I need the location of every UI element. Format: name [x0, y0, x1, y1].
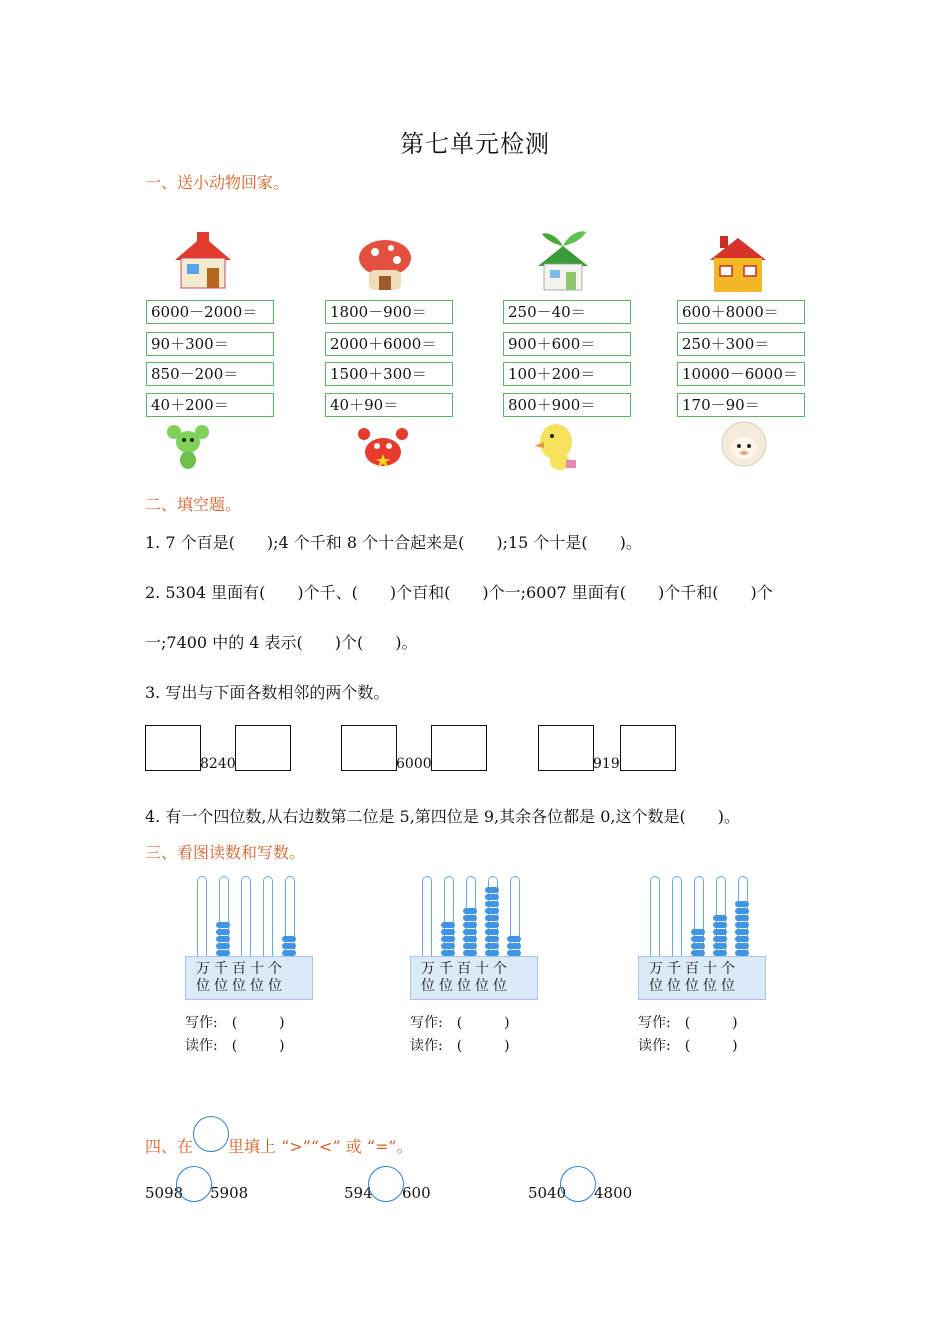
abacus-rod — [650, 876, 660, 957]
compare-left-2: 594 — [344, 1184, 373, 1202]
write-answer[interactable]: 写作: ( ) — [185, 1015, 285, 1031]
abacus-bead — [485, 887, 499, 893]
section-4-heading-pre: 四、在 — [145, 1137, 194, 1156]
section-1-heading: 一、送小动物回家。 — [145, 173, 290, 192]
abacus-bead — [735, 929, 749, 935]
question-2-line-1: 2. 5304 里面有( )个千、( )个百和( )个一;6007 里面有( )个千和( )个 — [145, 583, 773, 602]
compare-left-1: 5098 — [145, 1184, 184, 1202]
abacus — [185, 872, 313, 1002]
red-house-icon — [708, 234, 768, 294]
answer-box[interactable] — [145, 725, 201, 771]
abacus-bead — [463, 915, 477, 921]
house-red-icon — [173, 230, 233, 292]
mushroom-house-icon — [357, 236, 413, 292]
equation-box[interactable]: 800＋900＝ — [503, 393, 631, 417]
abacus — [410, 872, 538, 1002]
equation-box[interactable]: 250－40＝ — [503, 300, 631, 324]
question-3: 3. 写出与下面各数相邻的两个数。 — [145, 683, 390, 702]
compare-left-3: 5040 — [528, 1184, 567, 1202]
abacus-bead — [441, 922, 455, 928]
compare-right-1: 5908 — [210, 1184, 249, 1202]
section-3-heading: 三、看图读数和写数。 — [145, 843, 306, 862]
abacus-bead — [485, 915, 499, 921]
neighbor-number-2: 6000 — [396, 756, 432, 772]
place-labels-top: 万千百十个 — [196, 961, 286, 977]
abacus-bead — [485, 901, 499, 907]
abacus-bead — [485, 908, 499, 914]
abacus-rod — [422, 876, 432, 957]
equation-box[interactable]: 170－90＝ — [677, 393, 805, 417]
abacus-bead — [463, 922, 477, 928]
equation-box[interactable]: 250＋300＝ — [677, 332, 805, 356]
question-1: 1. 7 个百是( );4 个千和 8 个十合起来是( );15 个十是( )。 — [145, 533, 642, 552]
abacus-bead — [441, 943, 455, 949]
equation-box[interactable]: 850－200＝ — [146, 362, 274, 386]
abacus-bead — [735, 943, 749, 949]
read-answer[interactable]: 读作: ( ) — [410, 1038, 510, 1054]
abacus-bead — [441, 936, 455, 942]
question-2-line-2: 一;7400 中的 4 表示( )个( )。 — [145, 633, 418, 652]
abacus-bead — [735, 915, 749, 921]
abacus-bead — [216, 943, 230, 949]
compare-circle-2[interactable] — [368, 1166, 404, 1202]
abacus-bead — [735, 936, 749, 942]
abacus-bead — [735, 922, 749, 928]
equation-box[interactable]: 100＋200＝ — [503, 362, 631, 386]
equation-box[interactable]: 90＋300＝ — [146, 332, 274, 356]
section-4-heading-post: 里填上 “>”“<” 或 “=”。 — [228, 1137, 413, 1156]
write-answer[interactable]: 写作: ( ) — [638, 1015, 738, 1031]
abacus-bead — [691, 936, 705, 942]
sheep-icon — [718, 420, 770, 472]
abacus-bead — [282, 936, 296, 942]
abacus-bead — [463, 943, 477, 949]
place-value-plate — [185, 956, 313, 1000]
neighbor-number-3: 919 — [593, 756, 620, 772]
abacus-bead — [507, 936, 521, 942]
abacus-bead — [463, 908, 477, 914]
section-2-heading: 二、填空题。 — [145, 495, 242, 514]
compare-right-2: 600 — [402, 1184, 431, 1202]
neighbor-number-1: 8240 — [200, 756, 236, 772]
yellow-chick-icon — [530, 420, 582, 476]
abacus-bead — [485, 936, 499, 942]
green-house-icon — [534, 226, 592, 292]
abacus-rod — [672, 876, 682, 957]
page-title: 第七单元检测 — [400, 130, 550, 158]
abacus-bead — [507, 943, 521, 949]
abacus-bead — [463, 936, 477, 942]
answer-box[interactable] — [538, 725, 594, 771]
abacus-bead — [713, 915, 727, 921]
green-mouse-icon — [166, 422, 210, 472]
equation-box[interactable]: 2000＋6000＝ — [325, 332, 453, 356]
read-answer[interactable]: 读作: ( ) — [638, 1038, 738, 1054]
abacus-bead — [735, 901, 749, 907]
answer-box[interactable] — [620, 725, 676, 771]
abacus-bead — [216, 922, 230, 928]
equation-box[interactable]: 6000－2000＝ — [146, 300, 274, 324]
abacus-bead — [691, 929, 705, 935]
abacus-bead — [485, 943, 499, 949]
abacus-bead — [441, 929, 455, 935]
abacus-rod — [241, 876, 251, 957]
equation-box[interactable]: 40＋90＝ — [325, 393, 453, 417]
red-crab-icon — [356, 424, 410, 472]
abacus-bead — [713, 936, 727, 942]
equation-box[interactable]: 1800－900＝ — [325, 300, 453, 324]
abacus-bead — [485, 922, 499, 928]
place-value-plate — [410, 956, 538, 1000]
place-labels-top: 万千百十个 — [649, 961, 739, 977]
compare-circle-example — [193, 1116, 229, 1152]
abacus-bead — [485, 929, 499, 935]
abacus — [638, 872, 766, 1002]
abacus-rod — [263, 876, 273, 957]
place-labels-bottom: 位位位位位 — [196, 978, 286, 994]
abacus-bead — [485, 894, 499, 900]
place-labels-bottom: 位位位位位 — [649, 978, 739, 994]
abacus-bead — [735, 908, 749, 914]
equation-box[interactable]: 1500＋300＝ — [325, 362, 453, 386]
abacus-rod — [197, 876, 207, 957]
place-labels-top: 万千百十个 — [421, 961, 511, 977]
abacus-bead — [216, 929, 230, 935]
abacus-bead — [216, 936, 230, 942]
equation-box[interactable]: 40＋200＝ — [146, 393, 274, 417]
place-labels-bottom: 位位位位位 — [421, 978, 511, 994]
abacus-bead — [691, 943, 705, 949]
equation-box[interactable]: 10000－6000＝ — [677, 362, 805, 386]
write-answer[interactable]: 写作: ( ) — [410, 1015, 510, 1031]
abacus-bead — [463, 929, 477, 935]
compare-circle-1[interactable] — [176, 1166, 212, 1202]
compare-circle-3[interactable] — [560, 1166, 596, 1202]
equation-box[interactable]: 600＋8000＝ — [677, 300, 805, 324]
read-answer[interactable]: 读作: ( ) — [185, 1038, 285, 1054]
abacus-bead — [713, 929, 727, 935]
question-4: 4. 有一个四位数,从右边数第二位是 5,第四位是 9,其余各位都是 0,这个数是( )。 — [145, 807, 740, 826]
place-value-plate — [638, 956, 766, 1000]
answer-box[interactable] — [431, 725, 487, 771]
answer-box[interactable] — [235, 725, 291, 771]
compare-right-3: 4800 — [594, 1184, 633, 1202]
abacus-bead — [713, 922, 727, 928]
answer-box[interactable] — [341, 725, 397, 771]
abacus-bead — [282, 943, 296, 949]
equation-box[interactable]: 900＋600＝ — [503, 332, 631, 356]
abacus-bead — [713, 943, 727, 949]
